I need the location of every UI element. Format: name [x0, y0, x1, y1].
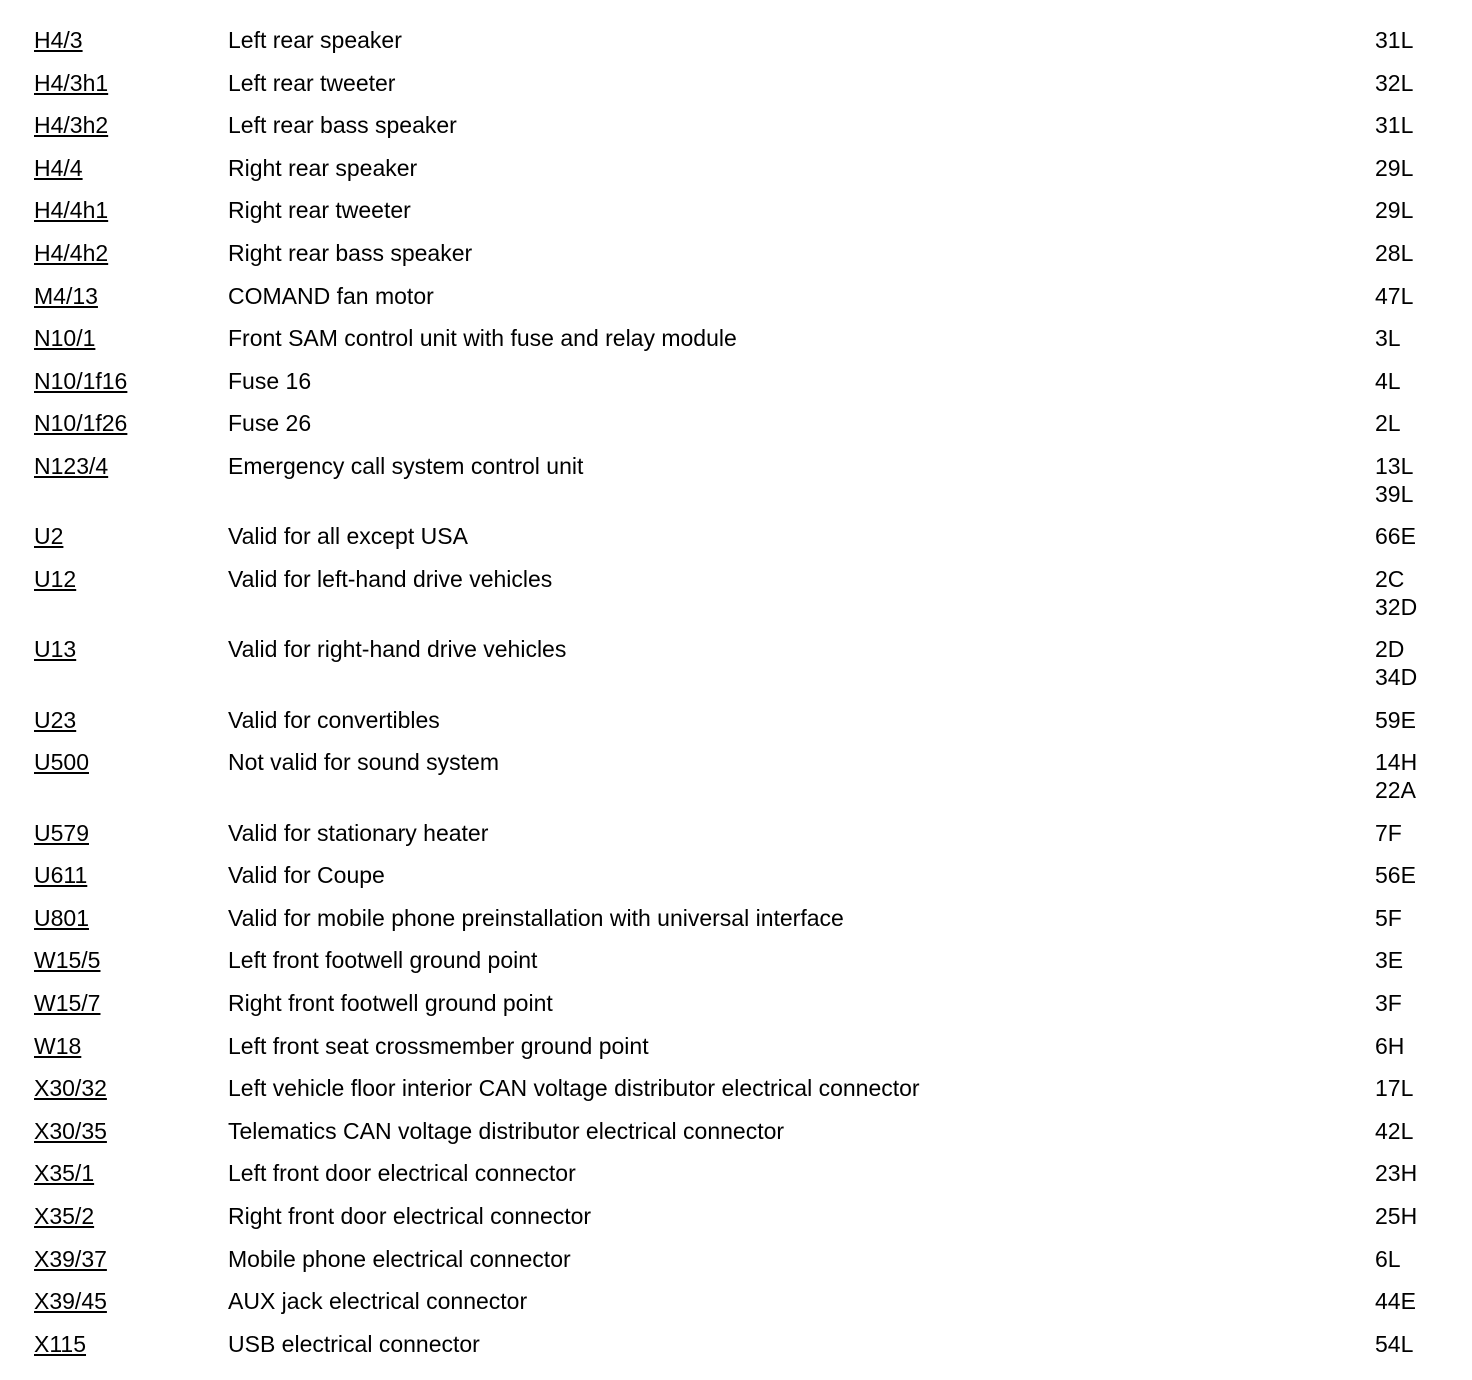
grid-location-list — [1375, 197, 1413, 225]
grid-location-list — [1375, 283, 1413, 311]
grid-location: 47L — [1375, 282, 1414, 309]
component-description: Left rear tweeter — [228, 69, 396, 96]
legend-row — [0, 987, 1472, 1030]
grid-location: 14H — [1375, 749, 1418, 776]
component-legend-list — [0, 24, 1472, 1370]
legend-row — [0, 1072, 1472, 1115]
legend-row — [0, 237, 1472, 280]
legend-row — [0, 109, 1472, 152]
grid-location-list — [1375, 1118, 1413, 1146]
legend-row — [0, 902, 1472, 945]
component-code-link[interactable]: X115 — [34, 1330, 87, 1357]
component-description: Mobile phone electrical connector — [228, 1245, 571, 1272]
component-code-link[interactable]: H4/3h1 — [34, 69, 109, 96]
component-code-link[interactable]: W15/5 — [34, 947, 101, 974]
grid-location: 59E — [1375, 706, 1416, 733]
component-description: Right front door electrical connector — [228, 1203, 592, 1230]
component-code-link[interactable]: X39/45 — [34, 1288, 107, 1315]
component-description: Left front door electrical connector — [228, 1160, 576, 1187]
grid-location-list — [1375, 155, 1413, 183]
legend-row — [0, 817, 1472, 860]
component-code-link[interactable]: X39/37 — [34, 1245, 107, 1272]
component-description: USB electrical connector — [228, 1330, 480, 1357]
component-code-link[interactable]: U801 — [34, 904, 89, 931]
component-description: AUX jack electrical connector — [228, 1288, 528, 1315]
grid-location-list — [1375, 1246, 1401, 1274]
grid-location: 3F — [1375, 990, 1402, 1017]
grid-location: 17L — [1375, 1075, 1414, 1102]
component-code-link[interactable]: W18 — [34, 1032, 82, 1059]
component-description: Valid for mobile phone preinstallation with universal interface — [228, 904, 844, 931]
grid-location-list — [1375, 368, 1401, 396]
grid-location: 32L — [1375, 69, 1414, 96]
grid-location-list — [1375, 27, 1413, 55]
legend-row — [0, 1030, 1472, 1073]
grid-location: 6L — [1375, 1245, 1401, 1272]
component-description: COMAND fan motor — [228, 282, 434, 309]
grid-location-list — [1375, 947, 1403, 975]
component-code-link[interactable]: N123/4 — [34, 452, 109, 479]
grid-location: 3E — [1375, 947, 1404, 974]
component-code-link[interactable]: U579 — [34, 819, 89, 846]
legend-row — [0, 280, 1472, 323]
legend-row — [0, 67, 1472, 110]
component-description: Left front footwell ground point — [228, 947, 538, 974]
legend-row — [0, 1328, 1472, 1371]
component-code-link[interactable]: X30/35 — [34, 1117, 107, 1144]
component-description: Front SAM control unit with fuse and relay module — [228, 325, 737, 352]
grid-location-list — [1375, 1033, 1404, 1061]
grid-location-list — [1375, 749, 1417, 805]
grid-location-list — [1375, 990, 1402, 1018]
component-code-link[interactable]: U12 — [34, 565, 77, 592]
component-description: Left vehicle floor interior CAN voltage distributor electrical connector — [228, 1075, 920, 1102]
grid-location-list — [1375, 862, 1416, 890]
component-code-link[interactable]: N10/1 — [34, 325, 96, 352]
grid-location: 3L — [1375, 325, 1401, 352]
component-code-link[interactable]: H4/4h2 — [34, 239, 109, 266]
legend-row — [0, 194, 1472, 237]
grid-location-list — [1375, 1288, 1416, 1316]
legend-row — [0, 1285, 1472, 1328]
legend-row — [0, 944, 1472, 987]
grid-location-list — [1375, 1075, 1413, 1103]
grid-location-list — [1375, 112, 1413, 140]
grid-location: 29L — [1375, 154, 1414, 181]
grid-location: 34D — [1375, 664, 1418, 691]
component-code-link[interactable]: U500 — [34, 749, 89, 776]
grid-location: 39L — [1375, 480, 1414, 507]
component-code-link[interactable]: H4/4 — [34, 154, 83, 181]
component-code-link[interactable]: N10/1f26 — [34, 410, 128, 437]
component-description: Left front seat crossmember ground point — [228, 1032, 649, 1059]
grid-location: 2D — [1375, 636, 1405, 663]
grid-location-list — [1375, 905, 1402, 933]
component-description: Left rear bass speaker — [228, 112, 457, 139]
component-description: Valid for all except USA — [228, 523, 468, 550]
grid-location: 42L — [1375, 1117, 1414, 1144]
component-description: Emergency call system control unit — [228, 452, 584, 479]
grid-location: 31L — [1375, 27, 1414, 53]
grid-location: 66E — [1375, 523, 1416, 550]
component-code-link[interactable]: W15/7 — [34, 990, 101, 1017]
grid-location: 44E — [1375, 1288, 1416, 1315]
legend-row — [0, 24, 1472, 67]
component-code-link[interactable]: U2 — [34, 523, 64, 550]
component-code-link[interactable]: H4/3h2 — [34, 112, 109, 139]
component-description: Valid for Coupe — [228, 862, 385, 889]
grid-location-list — [1375, 707, 1416, 735]
component-code-link[interactable]: U13 — [34, 636, 77, 663]
grid-location: 25H — [1375, 1203, 1418, 1230]
grid-location-list — [1375, 240, 1413, 268]
grid-location: 6H — [1375, 1032, 1405, 1059]
component-description: Right rear speaker — [228, 154, 418, 181]
legend-row — [0, 859, 1472, 902]
legend-row — [0, 322, 1472, 365]
legend-row — [0, 1115, 1472, 1158]
legend-row — [0, 563, 1472, 633]
component-code-link[interactable]: X35/2 — [34, 1203, 95, 1230]
grid-location: 2C — [1375, 565, 1405, 592]
grid-location: 56E — [1375, 862, 1416, 889]
grid-location-list — [1375, 70, 1413, 98]
grid-location: 32D — [1375, 593, 1418, 620]
legend-row — [0, 704, 1472, 747]
grid-location: 7F — [1375, 819, 1402, 846]
component-code-link[interactable]: U611 — [34, 862, 88, 889]
component-code-link[interactable]: X35/1 — [34, 1160, 95, 1187]
legend-row — [0, 1243, 1472, 1286]
component-description: Right rear bass speaker — [228, 239, 473, 266]
grid-location: 28L — [1375, 239, 1414, 266]
legend-row — [0, 1200, 1472, 1243]
grid-location-list — [1375, 453, 1413, 509]
component-description: Not valid for sound system — [228, 749, 500, 776]
component-code-link[interactable]: N10/1f16 — [34, 367, 128, 394]
grid-location: 22A — [1375, 777, 1416, 804]
legend-row — [0, 633, 1472, 703]
legend-row — [0, 746, 1472, 816]
component-description: Right front footwell ground point — [228, 990, 553, 1017]
component-description: Valid for convertibles — [228, 706, 440, 733]
grid-location-list — [1375, 1203, 1417, 1231]
legend-row — [0, 1157, 1472, 1200]
grid-location-list — [1375, 636, 1417, 692]
grid-location: 2L — [1375, 410, 1401, 437]
component-description: Fuse 16 — [228, 367, 312, 394]
component-code-link[interactable]: X30/32 — [34, 1075, 107, 1102]
grid-location: 29L — [1375, 197, 1414, 224]
grid-location-list — [1375, 410, 1401, 438]
legend-row — [0, 365, 1472, 408]
legend-row — [0, 520, 1472, 563]
grid-location-list — [1375, 820, 1402, 848]
component-description: Left rear speaker — [228, 27, 402, 53]
component-description: Valid for right-hand drive vehicles — [228, 636, 567, 663]
grid-location: 54L — [1375, 1330, 1414, 1357]
grid-location: 5F — [1375, 904, 1402, 931]
component-description: Valid for left-hand drive vehicles — [228, 565, 553, 592]
grid-location: 13L — [1375, 452, 1414, 479]
component-description: Right rear tweeter — [228, 197, 411, 224]
component-code-link[interactable]: H4/4h1 — [34, 197, 109, 224]
component-description: Fuse 26 — [228, 410, 312, 437]
grid-location-list — [1375, 1160, 1417, 1188]
legend-row — [0, 152, 1472, 195]
grid-location-list — [1375, 1331, 1413, 1359]
component-code-link[interactable]: U23 — [34, 706, 77, 733]
grid-location: 31L — [1375, 112, 1414, 139]
grid-location-list — [1375, 566, 1417, 622]
component-code-link[interactable]: M4/13 — [34, 282, 98, 309]
component-description: Telematics CAN voltage distributor electrical connector — [228, 1117, 785, 1144]
grid-location: 4L — [1375, 367, 1401, 394]
legend-row — [0, 450, 1472, 520]
grid-location: 23H — [1375, 1160, 1418, 1187]
grid-location-list — [1375, 325, 1401, 353]
component-code-link[interactable]: H4/3 — [34, 27, 83, 53]
component-description: Valid for stationary heater — [228, 819, 489, 846]
grid-location-list — [1375, 523, 1416, 551]
legend-row — [0, 407, 1472, 450]
